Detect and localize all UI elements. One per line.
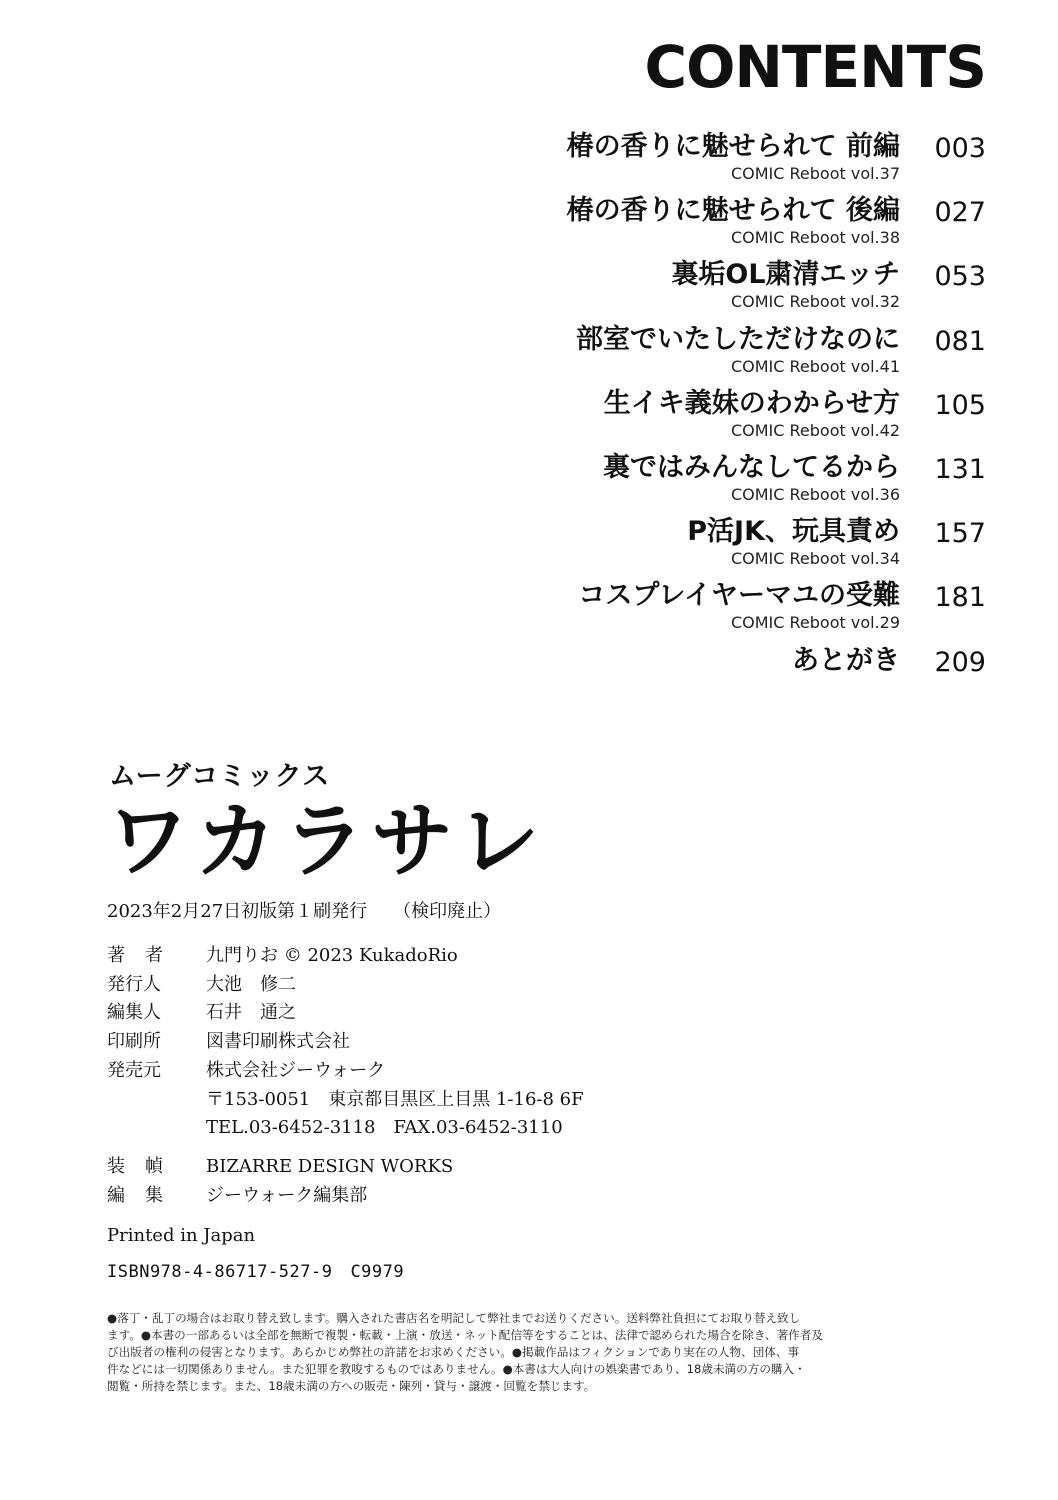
toc-item (366, 579, 986, 643)
toc-item-title: P活JK、玩具責め (687, 516, 900, 548)
toc-item (366, 644, 986, 708)
phone-row (107, 1114, 967, 1143)
toc-item (366, 323, 986, 387)
credit-label: 発行人 (107, 973, 161, 995)
toc-item-page: 181 (934, 582, 986, 614)
toc-item-page: 131 (934, 453, 986, 485)
toc-item (366, 194, 986, 258)
credit-row (107, 1057, 967, 1086)
toc-item-page: 105 (934, 389, 986, 421)
credit-value: 大池 修二 (206, 973, 296, 995)
isbn: ISBN978-4-86717-527-9 (107, 1262, 333, 1283)
publisher-address: 〒153-0051 東京都目黒区上目黒 1-16-8 6F (206, 1088, 584, 1110)
isbn-line (107, 1260, 967, 1284)
credit-value: 石井 通之 (206, 1002, 296, 1024)
toc-item-page: 157 (934, 518, 986, 550)
book-title: ワカラサレ (107, 794, 546, 889)
credit-label: 著者 (107, 945, 183, 966)
credit-value: 図書印刷株式会社 (206, 1031, 350, 1053)
toc-item-title: 生イキ義妹のわからせ方 (603, 387, 900, 419)
toc-item-title: 椿の香りに魅せられて 前編 (566, 131, 900, 162)
toc-item-source: COMIC Reboot vol.42 (730, 420, 900, 440)
publisher-phone: TEL.03-6452-3118 FAX.03-6452-3110 (206, 1117, 563, 1139)
credit-row (107, 1028, 967, 1057)
notice-line: ●落丁・乱丁の場合はお取り替え致します。購入された書店名を明記して弊社までお送りください。送料弊社負担にてお取り替え致し (107, 1311, 801, 1326)
legal-notice (107, 1310, 823, 1394)
credit-value: BIZARRE DESIGN WORKS (206, 1155, 454, 1177)
credit-label: 発売元 (107, 1059, 161, 1081)
toc-item-source: COMIC Reboot vol.38 (730, 228, 900, 248)
notice-line: ます。●本書の一部あるいは全部を無断で複製・転載・上演・放送・ネット配信等をすることは、法律で認められた場合を除き、著作者及 (107, 1328, 823, 1343)
toc-item-source: COMIC Reboot vol.41 (730, 356, 900, 376)
toc-item (366, 387, 986, 451)
contents-heading: CONTENTS (644, 33, 986, 101)
imprint-block (107, 760, 967, 1394)
address-row (107, 1086, 967, 1115)
notice-line: 件などには一切関係ありません。また犯罪を教唆するものではありません。●本書は大人向けの娯楽書であり、18歳未満の方の購入・ (107, 1361, 806, 1376)
credit-label: 印刷所 (107, 1031, 161, 1053)
table-of-contents (366, 130, 986, 708)
toc-item-source: COMIC Reboot vol.29 (730, 613, 900, 633)
notice-line: び出版者の権利の侵害となります。あらかじめ弊社の許諾をお求めください。●掲載作品はフィクションであり実在の人物、団体、事 (107, 1344, 800, 1359)
seal-note: （検印廃止） (393, 901, 502, 922)
toc-item (366, 130, 986, 194)
printed-in: Printed in Japan (107, 1225, 256, 1247)
toc-item-title: あとがき (792, 644, 900, 676)
toc-item-page: 209 (934, 646, 986, 678)
edition-date: 2023年2月27日初版第１刷発行 (107, 901, 368, 922)
toc-item-title: 裏垢OL粛清エッチ (671, 259, 900, 291)
credit-value: 九門りお © 2023 KukadoRio (206, 945, 458, 966)
notice-line: 閲覧・所持を禁じます。また、18歳未満の方への販売・陳列・貸与・譲渡・回覧を禁じます。 (107, 1378, 596, 1393)
toc-item-page: 003 (934, 133, 986, 164)
credit-label: 装幀 (107, 1155, 183, 1177)
c-code: C9979 (350, 1262, 405, 1283)
credit-row (107, 999, 967, 1028)
credit-label: 編集人 (107, 1002, 161, 1024)
credits-list (107, 942, 967, 1210)
toc-item-title: コスプレイヤーマユの受難 (578, 580, 900, 612)
toc-item (366, 515, 986, 579)
credit-label: 編集 (107, 1184, 183, 1206)
toc-item (366, 451, 986, 515)
toc-item-page: 027 (934, 197, 986, 229)
toc-item-source: COMIC Reboot vol.36 (730, 484, 900, 504)
series-label: ムーグコミックス (109, 761, 331, 792)
edition-line (107, 900, 967, 924)
toc-item-title: 部室でいたしただけなのに (576, 323, 900, 355)
toc-item-title: 椿の香りに魅せられて 後編 (566, 195, 900, 227)
toc-item-page: 081 (934, 325, 986, 357)
credit-value: ジーウォーク編集部 (206, 1184, 368, 1206)
credit-row (107, 971, 967, 1000)
toc-item-source: COMIC Reboot vol.37 (730, 164, 900, 183)
credit-row (107, 942, 967, 971)
toc-item-source: COMIC Reboot vol.34 (730, 549, 900, 569)
toc-item (366, 258, 986, 322)
credit-value: 株式会社ジーウォーク (206, 1059, 386, 1081)
toc-item-page: 053 (934, 261, 986, 293)
toc-item-title: 裏ではみんなしてるから (603, 451, 900, 483)
credit-row (107, 1182, 967, 1211)
toc-item-source: COMIC Reboot vol.32 (730, 292, 900, 312)
credit-row (107, 1153, 967, 1182)
